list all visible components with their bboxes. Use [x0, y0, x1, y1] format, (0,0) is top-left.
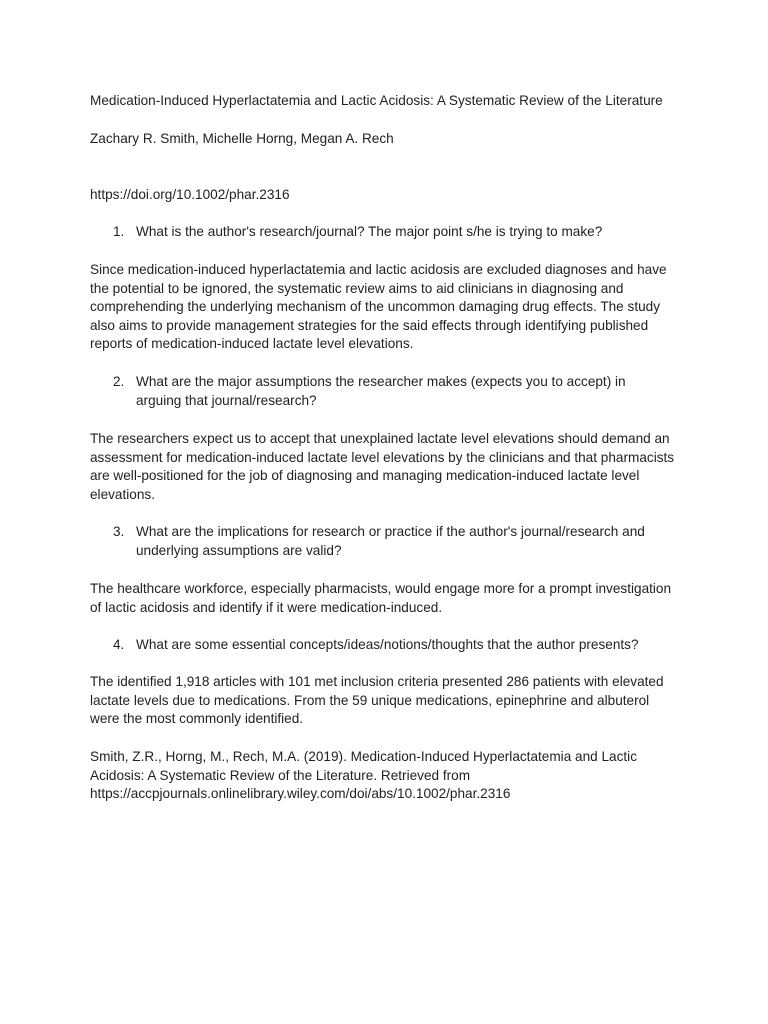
question-4-text: What are some essential concepts/ideas/notions/thoughts that the author presents?	[136, 637, 639, 652]
document-authors: Zachary R. Smith, Michelle Horng, Megan A. Rech	[90, 131, 394, 146]
document-doi: https://doi.org/10.1002/phar.2316	[90, 187, 290, 202]
question-3-number: 3.	[113, 524, 125, 539]
question-3-text: What are the implications for research or practice if the author's journal/research and underlying assumptions are valid?	[136, 524, 645, 558]
question-2-text: What are the major assumptions the researcher makes (expects you to accept) in arguing that journal/research?	[136, 374, 626, 408]
question-1	[113, 223, 673, 242]
question-2	[113, 373, 673, 410]
question-2-number: 2.	[113, 374, 125, 389]
question-3	[113, 523, 673, 560]
document-title: Medication-Induced Hyperlactatemia and Lactic Acidosis: A Systematic Review of the Literature	[90, 93, 663, 108]
answer-3: The healthcare workforce, especially pharmacists, would engage more for a prompt investigation of lactic acidosis and identify if it were medication-induced.	[90, 581, 672, 615]
answer-2: The researchers expect us to accept that unexplained lactate level elevations should demand an assessment for medication-induced lactate level elevations by the clinicians and that pharmacists are well-positioned for the job of diagnosing and managing medication-induced lactate level elevations.	[90, 431, 675, 502]
question-1-text: What is the author's research/journal? The major point s/he is trying to make?	[136, 224, 603, 239]
question-1-number: 1.	[113, 224, 125, 239]
answer-4: The identified 1,918 articles with 101 met inclusion criteria presented 286 patients with elevated lactate levels due to medications. From the 59 unique medications, epinephrine and albuterol were the most commonly identified.	[90, 674, 664, 727]
reference-citation: Smith, Z.R., Horng, M., Rech, M.A. (2019). Medication-Induced Hyperlactatemia and Lactic Acidosis: A Systematic Review of the Literature. Retrieved from https://accpjournals.onlinelibrary.wiley.com/doi/abs/10.1002/phar.2316	[90, 749, 637, 802]
question-4-number: 4.	[113, 637, 125, 652]
answer-1: Since medication-induced hyperlactatemia and lactic acidosis are excluded diagnoses and have the potential to be ignored, the systematic review aims to aid clinicians in diagnosing and comprehending the underlying mechanism of the uncommon damaging drug effects. The study also aims to provide management strategies for the said effects through identifying published reports of medication-induced lactate level elevations.	[90, 262, 667, 352]
question-4	[113, 636, 673, 655]
